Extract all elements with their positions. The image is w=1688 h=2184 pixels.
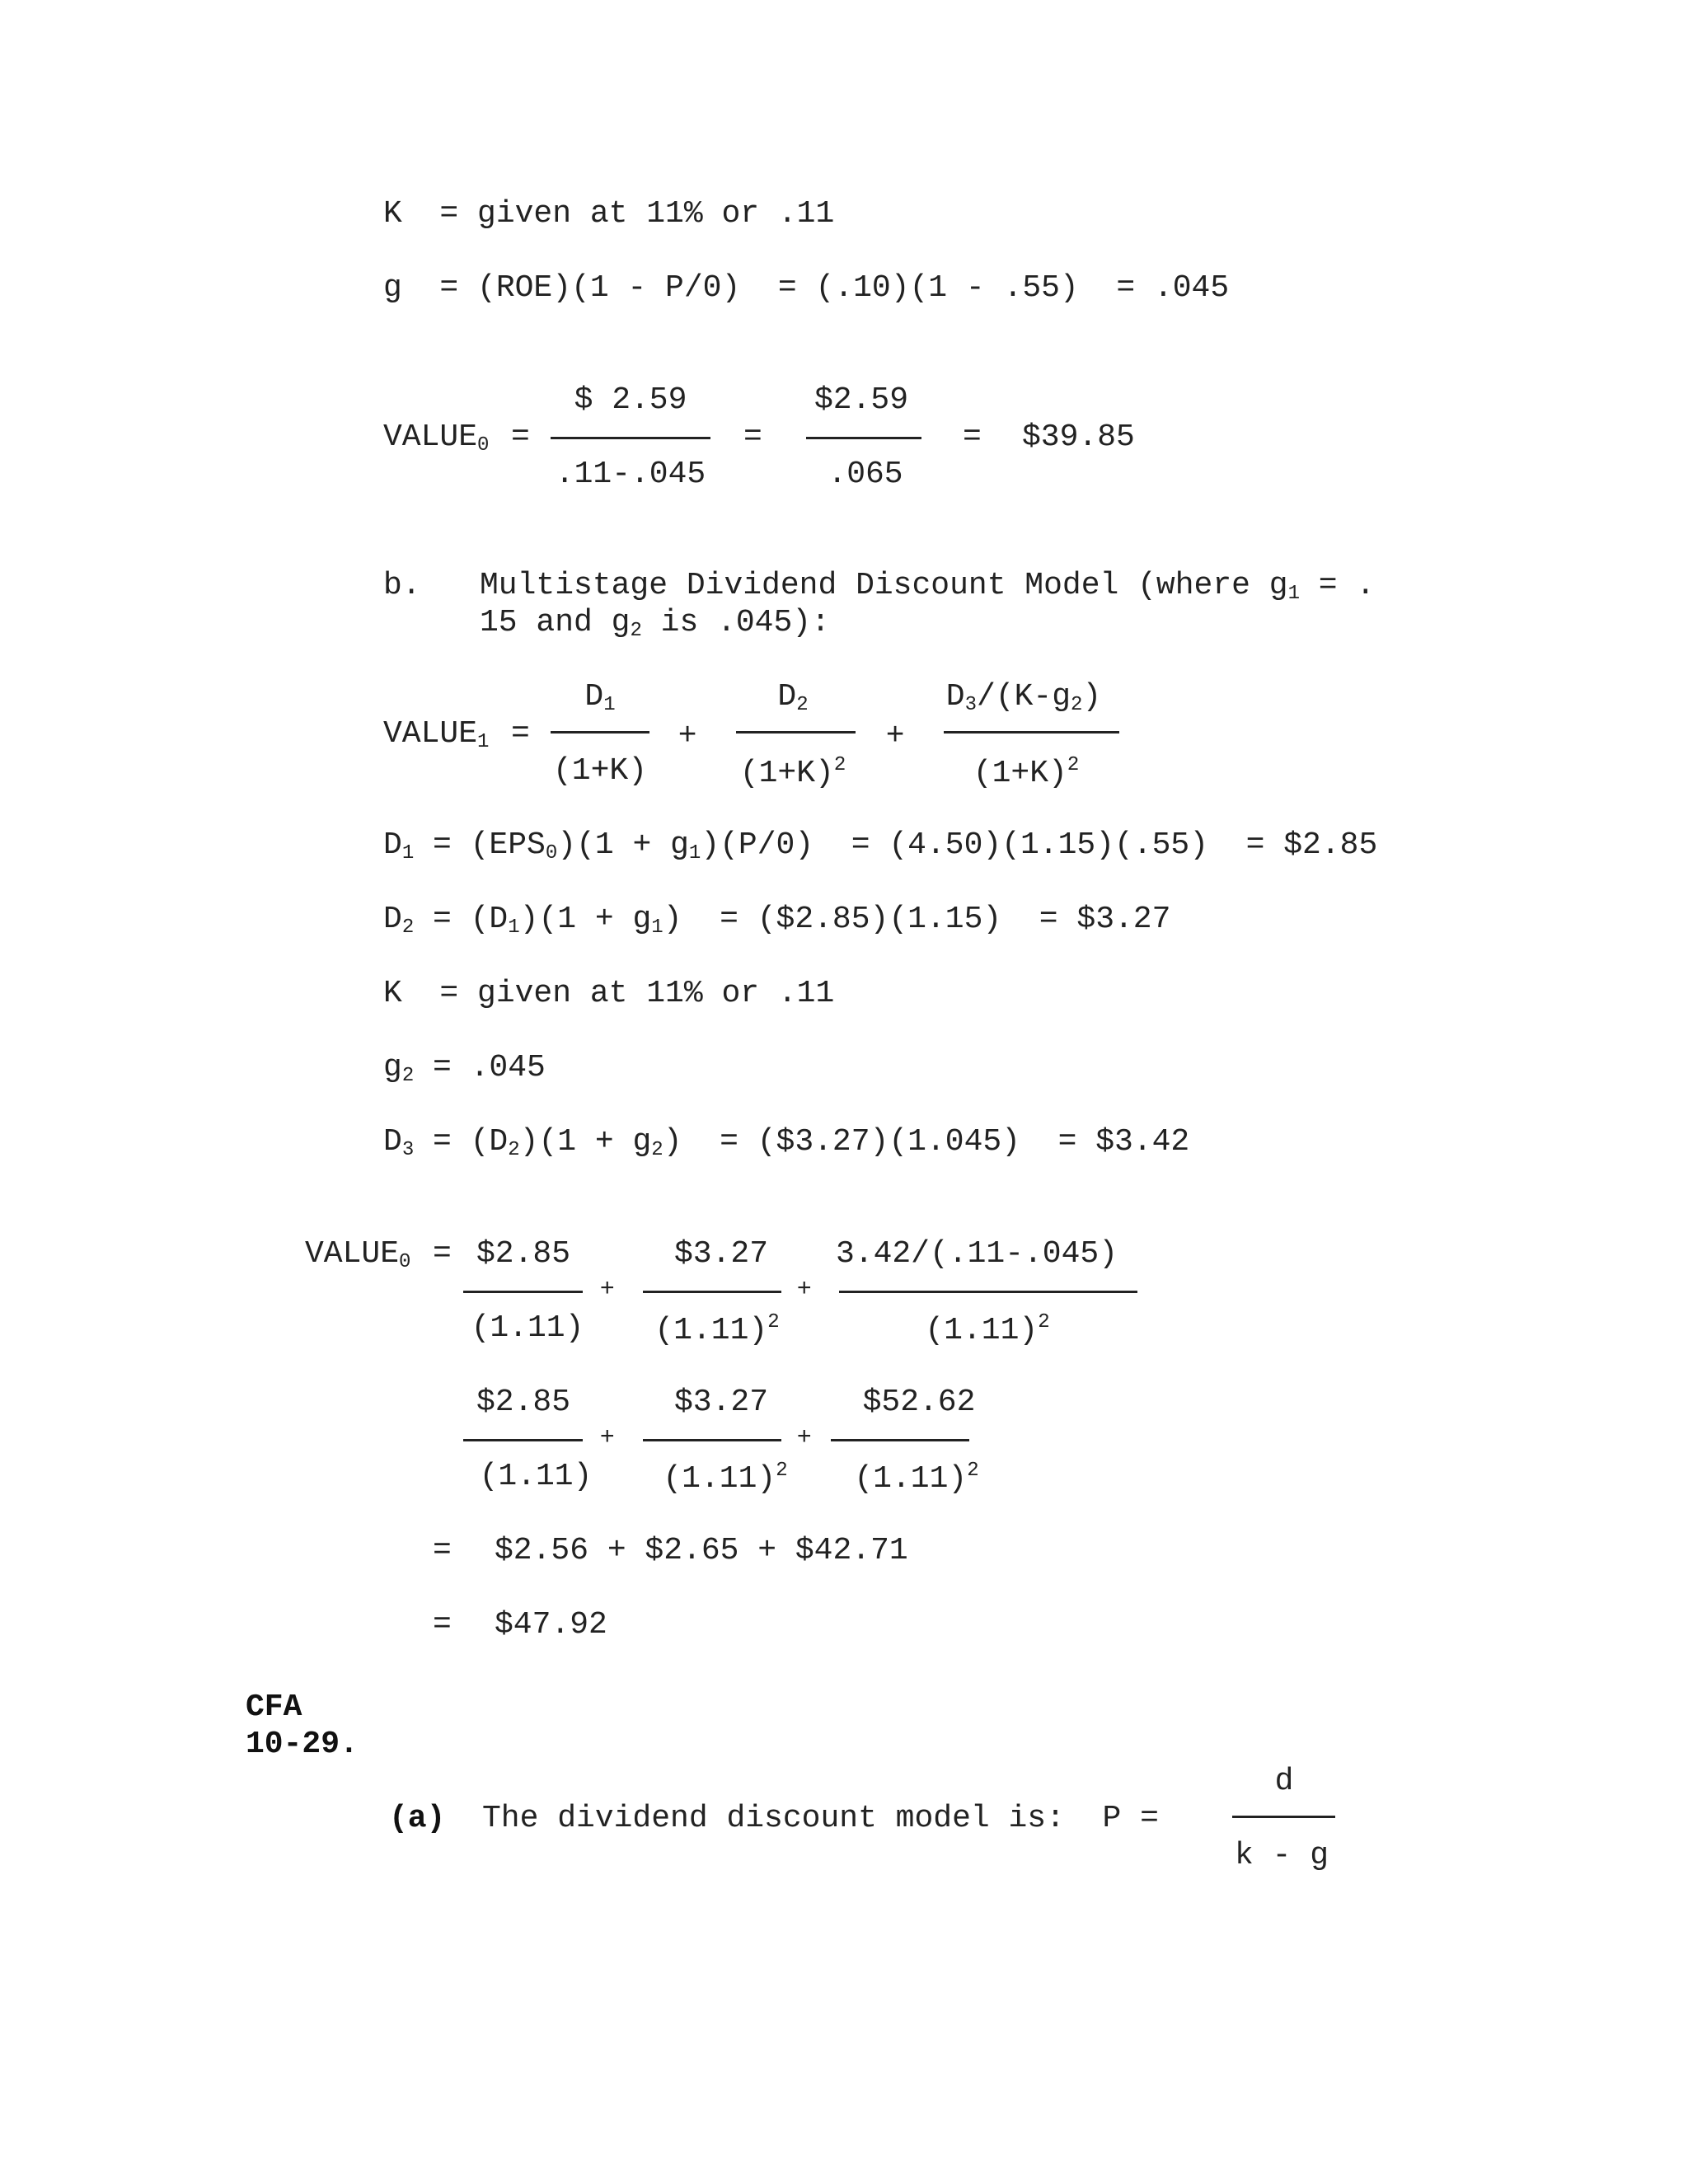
fraction-bar [643, 1439, 781, 1441]
value0-total: $47.92 [495, 1607, 607, 1643]
fraction-numerator: $2.85 [476, 1236, 571, 1272]
plus-sign: + [600, 1422, 615, 1450]
fraction-denominator: $(1+K)^2$ [973, 754, 1080, 791]
k-given-line-a: K = given at 11% or .11 [383, 196, 835, 232]
part-a-label: (a) [389, 1801, 446, 1836]
fraction-numerator: $D_3/(K-g_2)$ [945, 679, 1102, 716]
fraction-denominator: (1+K) [552, 753, 648, 789]
fraction-bar [736, 731, 856, 733]
d3-line: $D_3 = (D_2)(1 + g_2)$ = ($3.27)(1.045) = $3.42 [383, 1124, 1190, 1161]
g2-line: $g_2 = .045$ [383, 1050, 546, 1087]
fraction-numerator: $3.27 [673, 1385, 769, 1420]
equals-sign: = [511, 419, 530, 455]
fraction-denominator: $(1.11)^2$ [854, 1460, 979, 1497]
d1-line: $D_1 = (EPS_0)(1 + g_1)(P/0) = (4.50)(1.15)(.55)$ = $2.85 [383, 827, 1378, 865]
fraction-numerator: $2.85 [476, 1385, 571, 1420]
fraction-denominator: $(1.11)^2$ [663, 1460, 788, 1497]
fraction-denominator: (1.11) [479, 1459, 593, 1494]
fraction-numerator: 3.42/(.11-.045) [835, 1236, 1118, 1272]
plus-sign: + [797, 1422, 812, 1450]
fraction-numerator: $D_2$ [777, 679, 809, 716]
cfa-heading-line2: 10-29. [246, 1727, 359, 1762]
plus-sign: + [600, 1274, 615, 1301]
equals-sign: = [433, 1607, 452, 1643]
fraction-bar [1232, 1816, 1335, 1818]
ddm-denominator: k - g [1234, 1838, 1329, 1873]
fraction-numerator: $3.27 [673, 1236, 769, 1272]
fraction-bar [831, 1439, 969, 1441]
fraction-bar [551, 437, 710, 439]
fraction-bar [944, 731, 1119, 733]
fraction-numerator: $ 2.59 [574, 382, 687, 418]
plus-sign: + [678, 717, 697, 752]
k-given-line-b: K = given at 11% or .11 [383, 976, 835, 1011]
fraction-denominator: $(1+K)^2$ [739, 754, 846, 791]
value0-result: $39.85 [1022, 419, 1135, 455]
fraction-denominator: $(1.11)^2$ [654, 1311, 780, 1348]
fraction-denominator: (1.11) [471, 1310, 584, 1346]
equals-sign: = [963, 419, 982, 455]
equals-sign: = [511, 716, 530, 752]
fraction-denominator: .11-.045 [555, 457, 706, 492]
fraction-numerator: $D_1$ [584, 679, 616, 716]
ddm-numerator: d [1274, 1764, 1294, 1799]
fraction-bar [806, 437, 921, 439]
fraction-bar [643, 1291, 781, 1293]
fraction-bar [551, 731, 649, 733]
part-a-text: The dividend discount model is: P = [482, 1801, 1159, 1836]
value0-lhs: $VALUE_0$ [305, 1236, 411, 1273]
section-b-label: b. [383, 568, 421, 603]
equals-sign: = [433, 1533, 452, 1568]
cfa-heading-line1: CFA [246, 1690, 302, 1725]
fraction-denominator: $(1.11)^2$ [925, 1311, 1050, 1348]
fraction-bar [839, 1291, 1137, 1293]
sum-line: $2.56 + $2.65 + $42.71 [495, 1533, 908, 1568]
g-growth-line: g = (ROE)(1 - P/0) = (.10)(1 - .55) = .045 [383, 270, 1230, 306]
equals-sign: = [433, 1236, 452, 1272]
d2-line: $D_2 = (D_1)(1 + g_1)$ = ($2.85)(1.15) = $3.27 [383, 902, 1171, 939]
fraction-denominator: .065 [828, 457, 903, 492]
fraction-numerator: $52.62 [862, 1385, 976, 1420]
value1-lhs: $VALUE_1$ [383, 716, 490, 753]
section-b-intro-line1: Multistage Dividend Discount Model (where $g_1$ = . [480, 568, 1376, 605]
fraction-numerator: $2.59 [814, 382, 909, 418]
section-b-intro-line2: 15 and $g_2$ is .045): [480, 605, 830, 642]
fraction-bar [463, 1439, 583, 1441]
equals-sign: = [743, 419, 762, 455]
fraction-bar [463, 1291, 583, 1293]
value0-lhs: $VALUE_0$ [383, 419, 490, 457]
plus-sign: + [797, 1274, 812, 1301]
plus-sign: + [886, 717, 905, 752]
